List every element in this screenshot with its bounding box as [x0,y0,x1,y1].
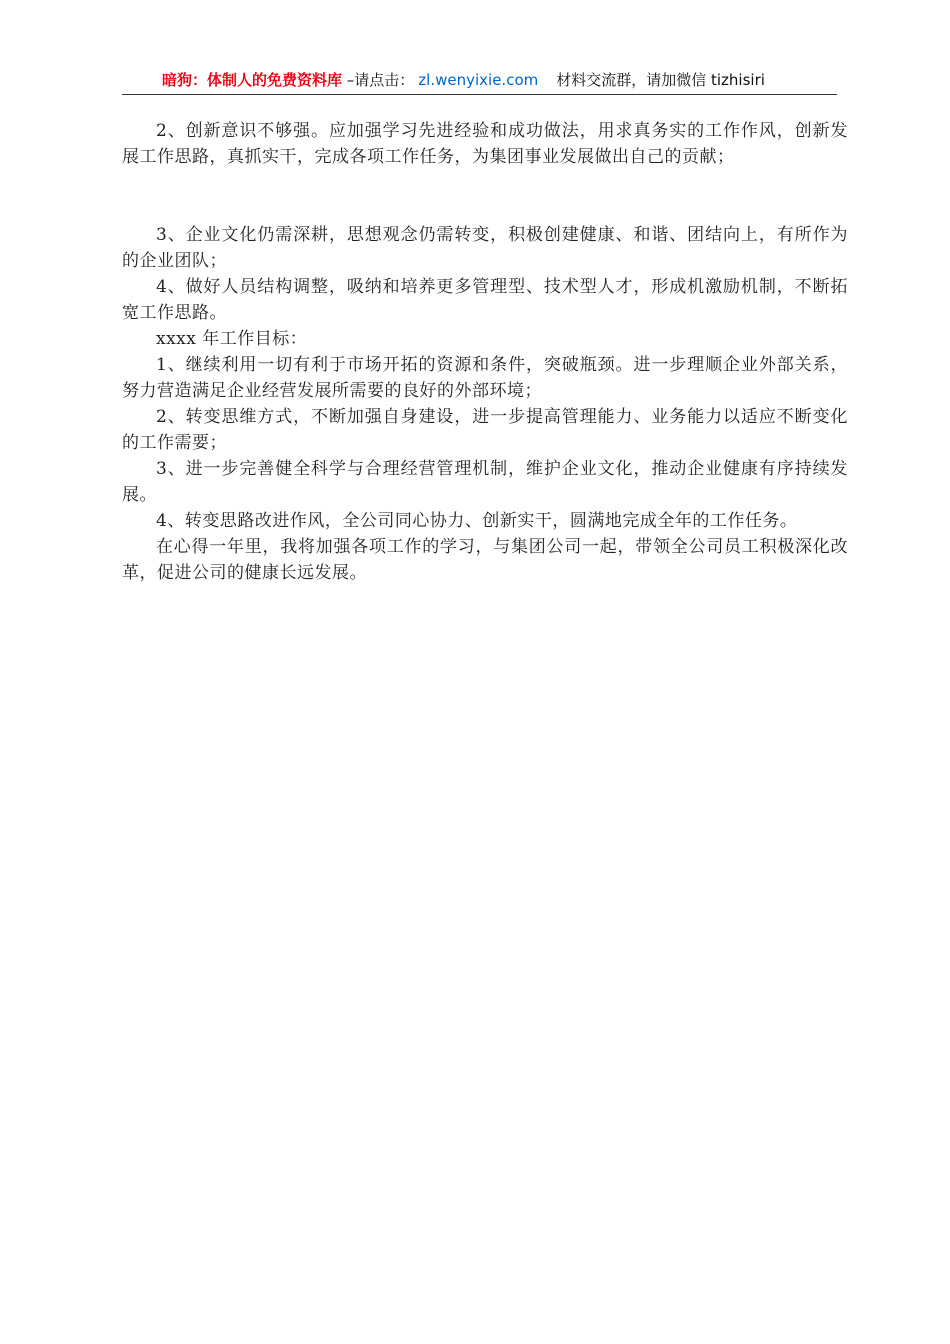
paragraph-staffing: 4、做好人员结构调整，吸纳和培养更多管理型、技术型人才，形成机激励机制，不断拓宽工作思路。 [122,277,848,323]
paragraph-innovation: 2、创新意识不够强。应加强学习先进经验和成功做法，用求真务实的工作作风，创新发展工作思路，真抓实干，完成各项工作任务，为集团事业发展做出自己的贡献； [122,121,848,167]
header-contact: 材料交流群，请加微信 tizhisiri [556,71,765,89]
paragraph-culture: 3、企业文化仍需深耕，思想观念仍需转变，积极创建健康、和谐、团结向上，有所作为的企业团队； [122,225,848,271]
page-header [122,68,837,95]
goals-heading: xxxx 年工作目标： [156,329,308,349]
header-brand: 暗狗：体制人的免费资料库 [162,71,343,89]
header-prompt: –请点击： [342,71,415,89]
goal-item-3: 3、进一步完善健全科学与合理经营管理机制，维护企业文化，推动企业健康有序持续发展。 [122,459,848,505]
goal-item-2: 2、转变思维方式，不断加强自身建设，进一步提高管理能力、业务能力以适应不断变化的工作需要； [122,407,848,453]
document-body [122,118,848,586]
paragraph-gap [122,170,848,222]
header-link[interactable]: zl.wenyixie.com [418,71,539,89]
goal-item-4: 4、转变思路改进作风，全公司同心协力、创新实干，圆满地完成全年的工作任务。 [156,511,798,531]
closing-paragraph: 在心得一年里，我将加强各项工作的学习，与集团公司一起，带领全公司员工积极深化改革，促进公司的健康长远发展。 [122,537,848,583]
goal-item-1: 1、继续利用一切有利于市场开拓的资源和条件，突破瓶颈。进一步理顺企业外部关系，努力营造满足企业经营发展所需要的良好的外部环境； [122,355,848,401]
